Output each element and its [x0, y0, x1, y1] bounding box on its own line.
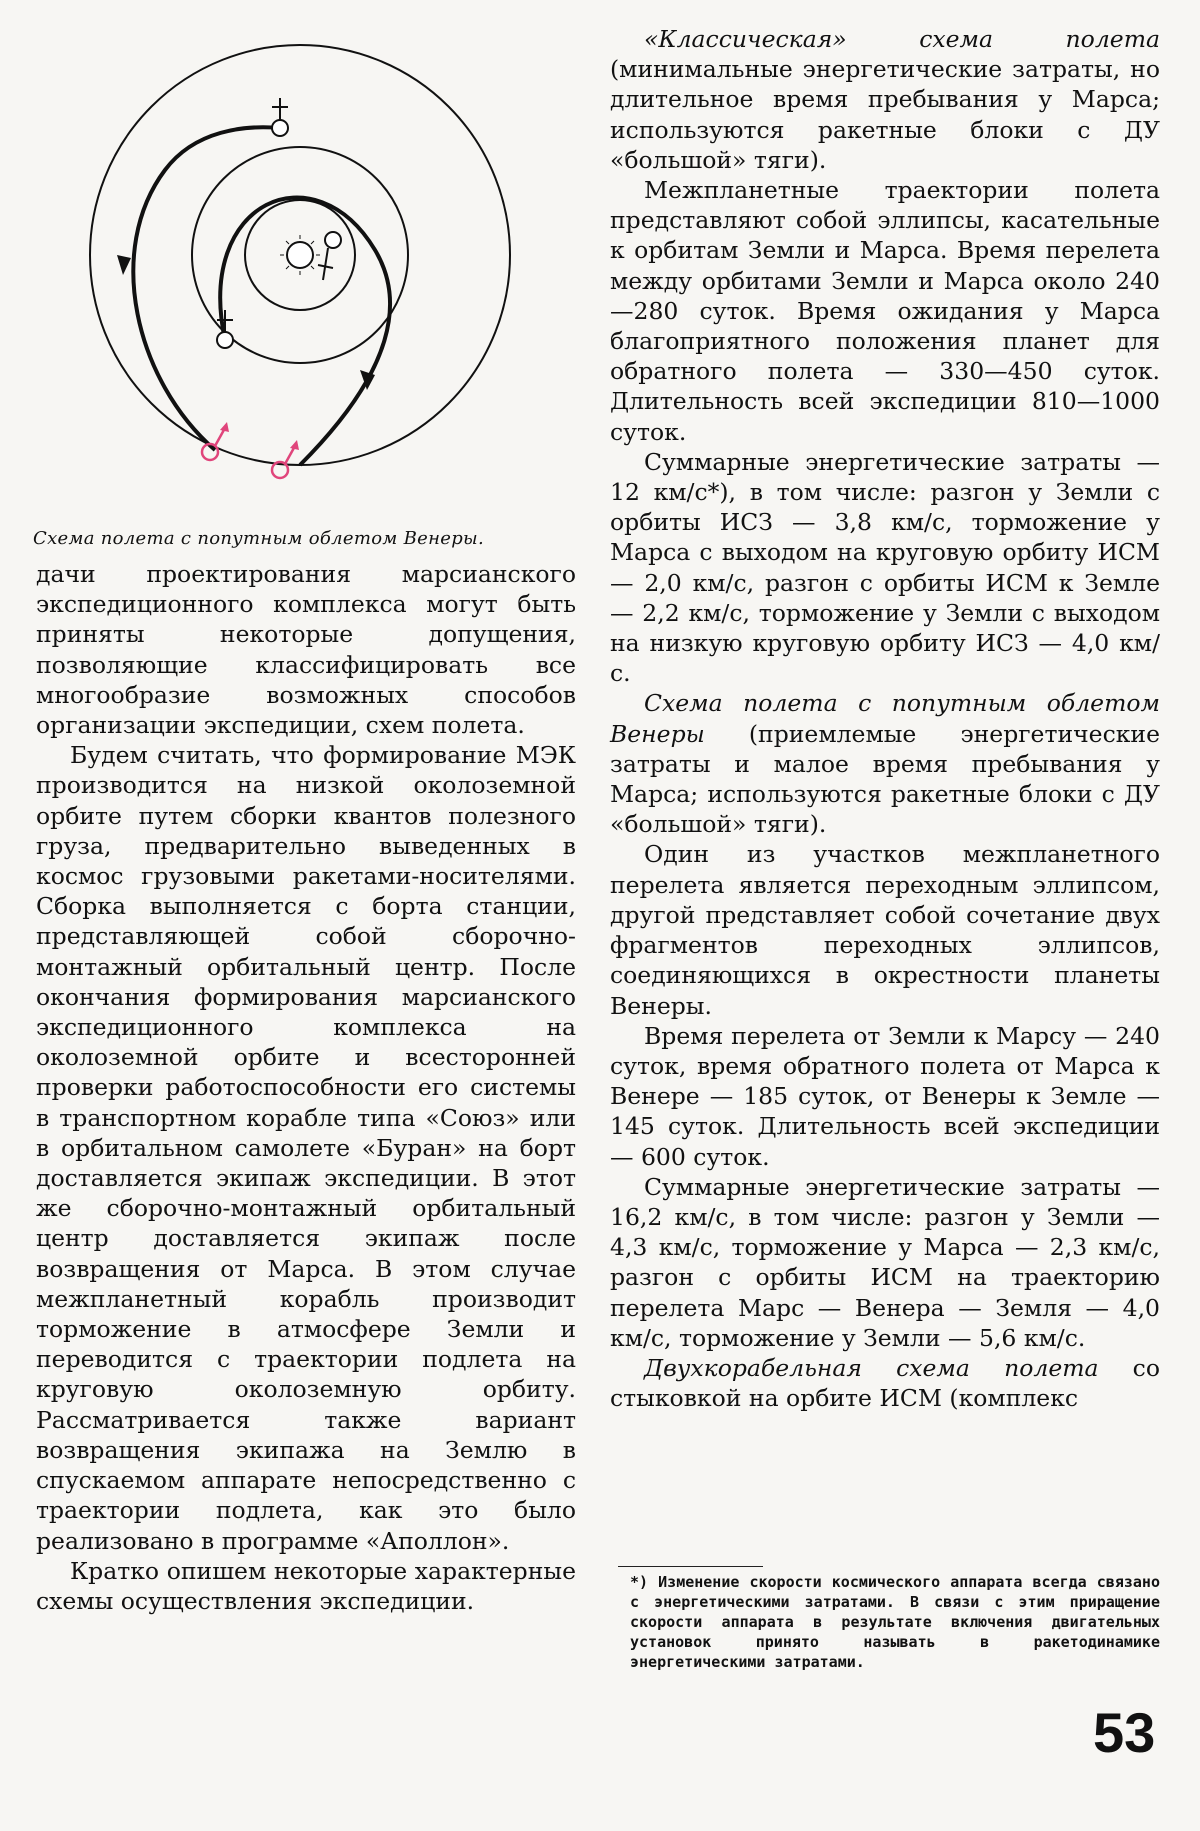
paragraph: Один из участков межпланетного перелета является переходным эллипсом, другой представляет собой сочетание двух фрагментов переходных эллипсов, соединяющихся в окрестности планеты Венеры. — [610, 840, 1160, 1020]
paragraph: Межпланетные траектории полета представляют собой эллипсы, касательные к орбитам Земли и Марса. Время перелета между орбитами Земли и Марса около 240—280 суток. Время ожидания у Марса благоприятного положения планет для обратного полета — 330—450 суток. Длительность всей экспедиции 810—1000 суток. — [610, 176, 1160, 446]
right-column — [610, 24, 1160, 1413]
return-trajectory — [133, 127, 280, 450]
footnote-mark: *) — [630, 1573, 649, 1591]
arrow-icon — [117, 255, 131, 275]
figure-caption: Схема полета с попутным облетом Венеры. — [33, 528, 484, 549]
paragraph: Кратко опишем некоторые характерные схемы осуществления экспедиции. — [36, 1556, 576, 1615]
paragraph-text: (приемлемые энергетические затраты и малое время пребывания у Марса; используются ракетные блоки с ДУ «большой» тяги). — [610, 719, 1160, 839]
footnote-text: Изменение скорости космического аппарата всегда связано с энергетическими затратами. В связи с этим приращение скорости аппарата в результате включения двигательных установок принято называть в ракетодинамике энергетическими затратами. — [630, 1573, 1160, 1671]
scheme-title: Двухкорабельная схема полета — [644, 1353, 1099, 1382]
paragraph — [610, 1353, 1160, 1413]
paragraph: Будем считать, что формирование МЭК производится на низкой околоземной орбите путем сборки квантов полезного груза, предварительно выведенных в космос грузовыми ракетами-носителями. Сборка выполняется с борта станции, представляющей собой сборочно-монтажный орбитальный центр. После окончания формирования марсианского экспедиционного комплекса на околоземной орбите и всесторонней проверки работоспособности его системы в транспортном корабле типа «Союз» или в орбитальном самолете «Буран» на борт доставляется экипаж экспедиции. В этот же сборочно-монтажный орбитальный центр доставляется экипаж после возвращения от Марса. В этом случае межпланетный корабль производит торможение в атмосфере Земли и переводится с траектории подлета на круговую околоземную орбиту. Рассматривается также вариант возвращения экипажа на Землю в спускаемом аппарате непосредственно с траектории подлета, как это было реализовано в программе «Аполлон». — [36, 741, 576, 1555]
paragraph — [610, 688, 1160, 839]
paragraph — [610, 24, 1160, 175]
venus-symbol-icon — [318, 232, 341, 280]
outbound-trajectory — [220, 198, 390, 465]
paragraph-text: (минимальные энергетические затраты, но длительное время пребывания у Марса; используются ракетные блоки с ДУ «большой» тяги). — [610, 55, 1160, 174]
paragraph: дачи проектирования марсианского экспедиционного комплекса могут быть приняты некоторые допущения, позволяющие классифицировать все многообразие возможных способов организации экспедиции, схем полета. — [36, 560, 576, 740]
earth-symbol-icon — [272, 98, 288, 136]
paragraph-text: со стыковкой на орбите ИСМ (комплекс — [610, 1353, 1160, 1413]
footnote-rule — [618, 1566, 763, 1567]
scheme-title: «Классическая» схема полета — [644, 25, 1160, 53]
paragraph: Суммарные энергетические затраты — 16,2 км/с, в том числе: разгон у Земли — 4,3 км/с, торможение у Марса — 2,3 км/с, разгон с орбиты ИСМ на траекторию перелета Марс — Венера — Земля — 4,0 км/с, торможение у Земли — 5,6 км/с. — [610, 1172, 1160, 1352]
page-number: 53 — [1093, 1701, 1156, 1764]
flight-scheme-diagram — [75, 0, 545, 500]
footnote — [630, 1572, 1160, 1672]
sun-icon — [280, 235, 320, 275]
left-column — [36, 559, 576, 1616]
scheme-title: Схема полета с попутным облетом Венеры — [610, 689, 1160, 748]
paragraph: Суммарные энергетические затраты — 12 км/с*), в том числе: разгон у Земли с орбиты ИСЗ — 3,8 км/с, торможение у Марса с выходом на круговую орбиту ИСМ — 2,0 км/с, разгон с орбиты ИСМ к Земле — 2,2 км/с, торможение у Земли с выходом на низкую круговую орбиту ИСЗ — 4,0 км/с. — [610, 447, 1160, 688]
paragraph: Время перелета от Земли к Марсу — 240 суток, время обратного полета от Марса к Венере — 185 суток, от Венеры к Земле — 145 суток. Длительность всей экспедиции — 600 суток. — [610, 1021, 1160, 1171]
mars-symbol-icon — [272, 440, 299, 478]
